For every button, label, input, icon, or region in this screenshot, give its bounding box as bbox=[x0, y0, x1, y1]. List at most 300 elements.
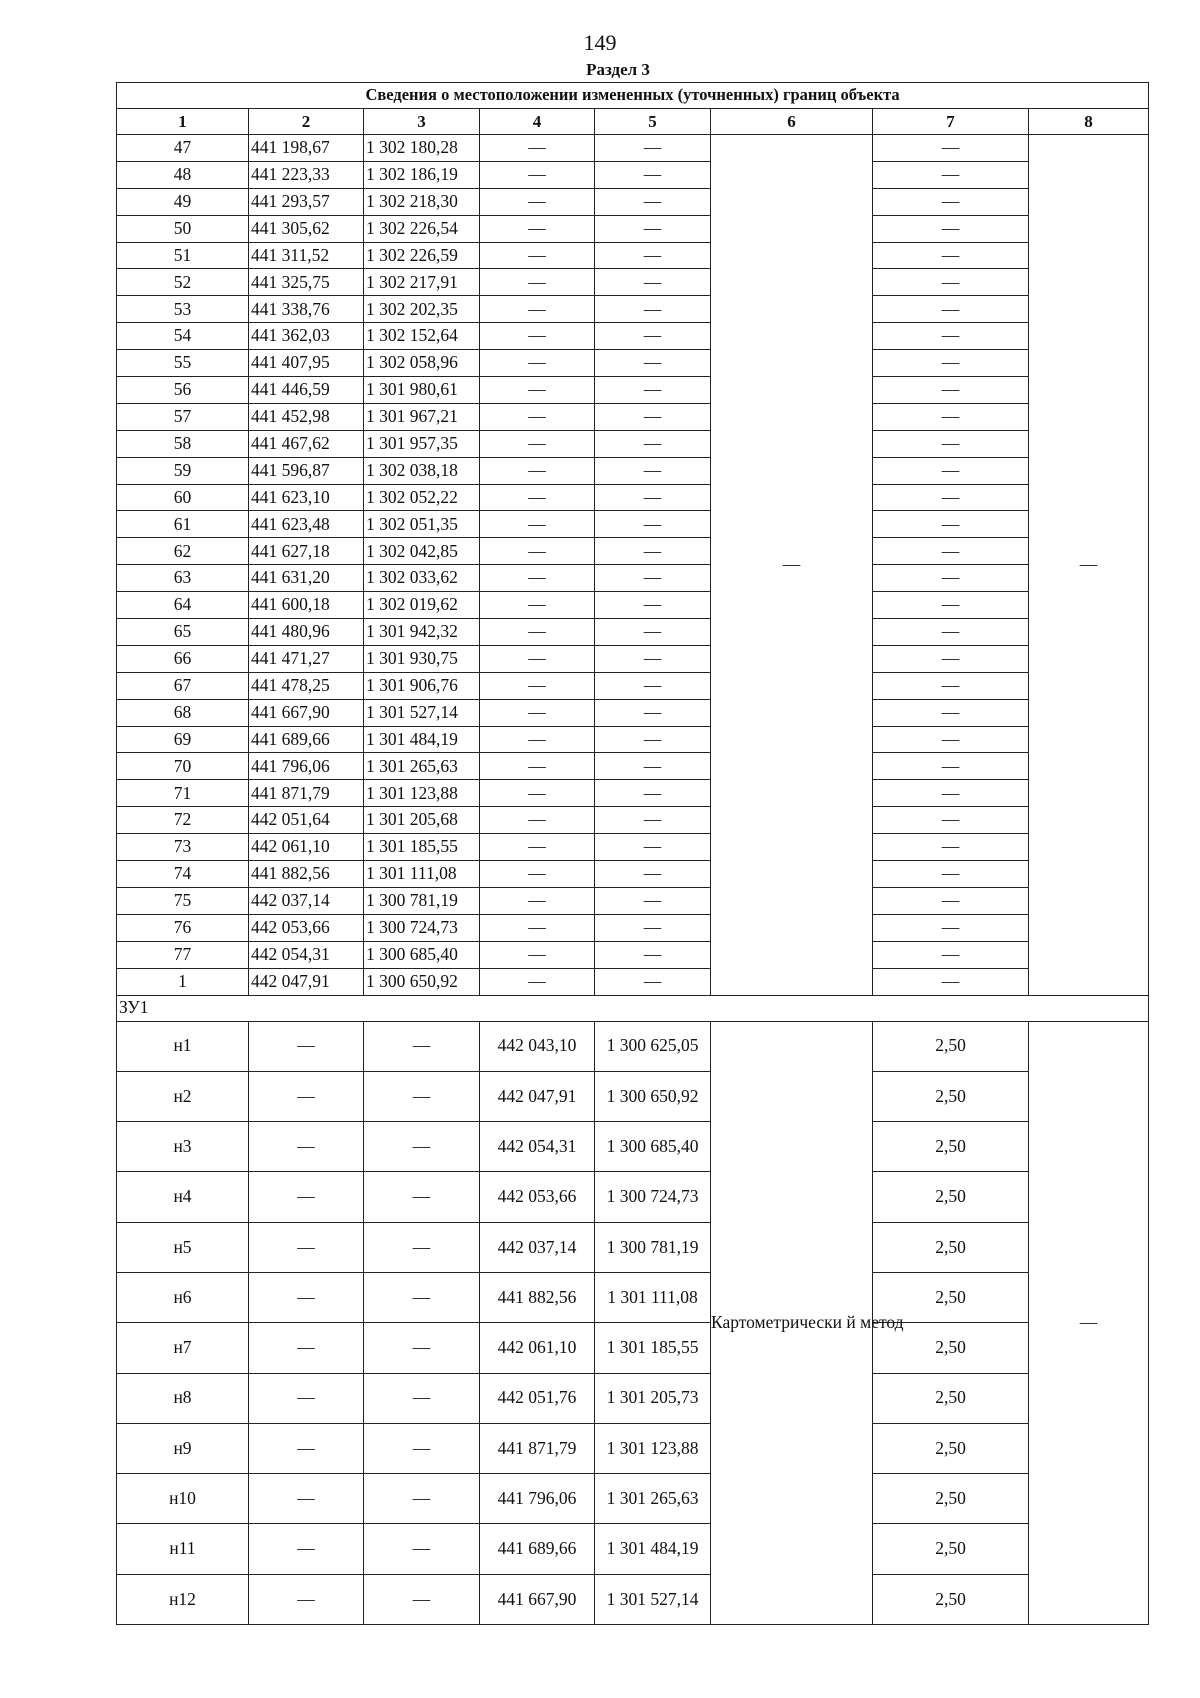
coord-x-new: — bbox=[480, 753, 595, 780]
coord-x-existing: — bbox=[249, 1524, 364, 1574]
precision-cell: — bbox=[873, 161, 1029, 188]
coord-x-new: 442 054,31 bbox=[480, 1122, 595, 1172]
point-number: 53 bbox=[117, 296, 249, 323]
coord-x-existing: — bbox=[249, 1323, 364, 1373]
coord-x-new: — bbox=[480, 887, 595, 914]
coord-x-existing: 441 623,10 bbox=[249, 484, 364, 511]
table-row bbox=[117, 968, 1149, 995]
precision-cell: — bbox=[873, 457, 1029, 484]
coord-x-new: — bbox=[480, 269, 595, 296]
coord-x-new: 442 053,66 bbox=[480, 1172, 595, 1222]
coord-x-new: — bbox=[480, 403, 595, 430]
table-row bbox=[117, 780, 1149, 807]
column-header: 1 bbox=[117, 109, 249, 135]
precision-cell: — bbox=[873, 511, 1029, 538]
coord-y-new: 1 301 205,73 bbox=[595, 1373, 711, 1423]
coord-y-existing: 1 301 205,68 bbox=[364, 807, 480, 834]
point-number: 65 bbox=[117, 619, 249, 646]
coord-y-existing: 1 302 180,28 bbox=[364, 135, 480, 162]
precision-cell: — bbox=[873, 726, 1029, 753]
coord-x-existing: — bbox=[249, 1474, 364, 1524]
coord-y-new: — bbox=[595, 672, 711, 699]
point-number: 62 bbox=[117, 538, 249, 565]
coord-x-existing: 441 667,90 bbox=[249, 699, 364, 726]
table-row bbox=[117, 1373, 1149, 1423]
precision-cell: 2,50 bbox=[873, 1423, 1029, 1473]
coord-y-existing: 1 302 042,85 bbox=[364, 538, 480, 565]
coord-y-existing: 1 301 942,32 bbox=[364, 619, 480, 646]
coord-y-new: — bbox=[595, 753, 711, 780]
precision-cell: — bbox=[873, 242, 1029, 269]
coord-x-new: — bbox=[480, 161, 595, 188]
column-header: 3 bbox=[364, 109, 480, 135]
table-row bbox=[117, 699, 1149, 726]
coord-x-new: 442 061,10 bbox=[480, 1323, 595, 1373]
coord-y-existing: — bbox=[364, 1122, 480, 1172]
coord-x-new: — bbox=[480, 135, 595, 162]
precision-cell: — bbox=[873, 645, 1029, 672]
precision-cell: 2,50 bbox=[873, 1373, 1029, 1423]
coord-y-existing: 1 302 218,30 bbox=[364, 188, 480, 215]
precision-cell: — bbox=[873, 861, 1029, 888]
coord-x-new: 441 689,66 bbox=[480, 1524, 595, 1574]
point-number: 52 bbox=[117, 269, 249, 296]
precision-cell: — bbox=[873, 887, 1029, 914]
coord-x-existing: 442 061,10 bbox=[249, 834, 364, 861]
point-number: н3 bbox=[117, 1122, 249, 1172]
coord-y-new: — bbox=[595, 188, 711, 215]
coord-x-existing: — bbox=[249, 1373, 364, 1423]
point-number: н8 bbox=[117, 1373, 249, 1423]
coord-x-existing: 441 627,18 bbox=[249, 538, 364, 565]
coord-x-existing: — bbox=[249, 1172, 364, 1222]
coord-y-new: — bbox=[595, 350, 711, 377]
coord-y-new: — bbox=[595, 565, 711, 592]
coord-y-existing: — bbox=[364, 1323, 480, 1373]
coord-y-new: 1 300 650,92 bbox=[595, 1071, 711, 1121]
table-row bbox=[117, 323, 1149, 350]
coord-y-new: — bbox=[595, 377, 711, 404]
precision-cell: 2,50 bbox=[873, 1071, 1029, 1121]
coord-x-new: — bbox=[480, 538, 595, 565]
coord-y-new: 1 300 781,19 bbox=[595, 1222, 711, 1272]
point-number: 77 bbox=[117, 941, 249, 968]
coord-x-existing: 441 325,75 bbox=[249, 269, 364, 296]
coord-y-new: 1 300 625,05 bbox=[595, 1021, 711, 1071]
precision-cell: — bbox=[873, 619, 1029, 646]
precision-cell: — bbox=[873, 430, 1029, 457]
point-number: 70 bbox=[117, 753, 249, 780]
coord-y-new: — bbox=[595, 511, 711, 538]
point-number: 71 bbox=[117, 780, 249, 807]
coord-x-existing: 441 796,06 bbox=[249, 753, 364, 780]
point-number: 75 bbox=[117, 887, 249, 914]
coord-x-existing: — bbox=[249, 1423, 364, 1473]
coord-x-existing: 441 882,56 bbox=[249, 861, 364, 888]
coord-y-existing: 1 301 527,14 bbox=[364, 699, 480, 726]
table-row bbox=[117, 1172, 1149, 1222]
coord-y-existing: 1 302 152,64 bbox=[364, 323, 480, 350]
point-number: н1 bbox=[117, 1021, 249, 1071]
coord-y-new: — bbox=[595, 780, 711, 807]
table-row bbox=[117, 1574, 1149, 1624]
coord-x-new: — bbox=[480, 619, 595, 646]
point-number: н4 bbox=[117, 1172, 249, 1222]
coord-x-new: 441 871,79 bbox=[480, 1423, 595, 1473]
table-row bbox=[117, 188, 1149, 215]
precision-cell: — bbox=[873, 350, 1029, 377]
point-number: н5 bbox=[117, 1222, 249, 1272]
precision-cell: — bbox=[873, 753, 1029, 780]
coord-y-existing: 1 302 186,19 bbox=[364, 161, 480, 188]
coord-x-new: — bbox=[480, 430, 595, 457]
precision-cell: — bbox=[873, 215, 1029, 242]
coord-x-existing: — bbox=[249, 1272, 364, 1322]
point-number: н10 bbox=[117, 1474, 249, 1524]
column-header-row bbox=[117, 109, 1149, 135]
coord-x-existing: 441 871,79 bbox=[249, 780, 364, 807]
coord-y-existing: 1 302 033,62 bbox=[364, 565, 480, 592]
description-cell: — bbox=[1029, 1021, 1149, 1625]
table-row bbox=[117, 753, 1149, 780]
coord-y-existing: 1 300 781,19 bbox=[364, 887, 480, 914]
coord-x-existing: — bbox=[249, 1071, 364, 1121]
table-row bbox=[117, 538, 1149, 565]
point-number: 63 bbox=[117, 565, 249, 592]
table-row bbox=[117, 296, 1149, 323]
coord-x-new: — bbox=[480, 350, 595, 377]
coord-y-existing: 1 302 202,35 bbox=[364, 296, 480, 323]
coord-x-new: — bbox=[480, 780, 595, 807]
coord-y-new: — bbox=[595, 269, 711, 296]
point-number: 59 bbox=[117, 457, 249, 484]
coord-y-new: 1 301 265,63 bbox=[595, 1474, 711, 1524]
coord-y-new: 1 301 484,19 bbox=[595, 1524, 711, 1574]
precision-cell: — bbox=[873, 377, 1029, 404]
precision-cell: — bbox=[873, 296, 1029, 323]
precision-cell: — bbox=[873, 565, 1029, 592]
coord-y-new: 1 300 724,73 bbox=[595, 1172, 711, 1222]
precision-cell: 2,50 bbox=[873, 1122, 1029, 1172]
table-row bbox=[117, 565, 1149, 592]
table-row bbox=[117, 1272, 1149, 1322]
coord-y-new: — bbox=[595, 968, 711, 995]
coord-x-new: — bbox=[480, 188, 595, 215]
coord-y-new: — bbox=[595, 457, 711, 484]
coord-x-new: 442 043,10 bbox=[480, 1021, 595, 1071]
coord-x-existing: 441 305,62 bbox=[249, 215, 364, 242]
precision-cell: — bbox=[873, 699, 1029, 726]
table-row bbox=[117, 672, 1149, 699]
table-row bbox=[117, 484, 1149, 511]
coord-y-new: — bbox=[595, 323, 711, 350]
precision-cell: — bbox=[873, 807, 1029, 834]
coord-y-new: — bbox=[595, 430, 711, 457]
coord-y-new: 1 301 123,88 bbox=[595, 1423, 711, 1473]
coord-x-existing: 441 452,98 bbox=[249, 403, 364, 430]
precision-cell: — bbox=[873, 968, 1029, 995]
coord-y-existing: 1 301 123,88 bbox=[364, 780, 480, 807]
coord-y-new: — bbox=[595, 215, 711, 242]
coord-y-existing: 1 302 038,18 bbox=[364, 457, 480, 484]
coord-x-new: — bbox=[480, 592, 595, 619]
coord-y-existing: 1 301 265,63 bbox=[364, 753, 480, 780]
precision-cell: 2,50 bbox=[873, 1021, 1029, 1071]
point-number: 58 bbox=[117, 430, 249, 457]
table-row bbox=[117, 645, 1149, 672]
coord-y-new: — bbox=[595, 645, 711, 672]
coord-x-existing: 441 478,25 bbox=[249, 672, 364, 699]
coord-x-new: 442 051,76 bbox=[480, 1373, 595, 1423]
coord-x-existing: 441 198,67 bbox=[249, 135, 364, 162]
coord-x-new: 441 882,56 bbox=[480, 1272, 595, 1322]
point-number: н7 bbox=[117, 1323, 249, 1373]
table-row bbox=[117, 511, 1149, 538]
table-row bbox=[117, 1474, 1149, 1524]
table-row bbox=[117, 242, 1149, 269]
coord-x-new: — bbox=[480, 645, 595, 672]
coord-y-existing: 1 302 052,22 bbox=[364, 484, 480, 511]
column-header: 5 bbox=[595, 109, 711, 135]
point-number: 47 bbox=[117, 135, 249, 162]
precision-cell: — bbox=[873, 484, 1029, 511]
coord-x-new: — bbox=[480, 699, 595, 726]
coord-y-existing: 1 302 226,59 bbox=[364, 242, 480, 269]
coord-y-existing: 1 302 058,96 bbox=[364, 350, 480, 377]
coord-y-existing: 1 300 685,40 bbox=[364, 941, 480, 968]
table-row bbox=[117, 1423, 1149, 1473]
coord-x-existing: 442 051,64 bbox=[249, 807, 364, 834]
coord-x-existing: — bbox=[249, 1021, 364, 1071]
coord-x-existing: — bbox=[249, 1222, 364, 1272]
coord-x-existing: 441 623,48 bbox=[249, 511, 364, 538]
point-number: н12 bbox=[117, 1574, 249, 1624]
point-number: 74 bbox=[117, 861, 249, 888]
table-row bbox=[117, 457, 1149, 484]
coord-x-existing: — bbox=[249, 1122, 364, 1172]
coord-x-new: — bbox=[480, 323, 595, 350]
coord-x-new: — bbox=[480, 914, 595, 941]
table-row bbox=[117, 1524, 1149, 1574]
coord-x-existing: 441 407,95 bbox=[249, 350, 364, 377]
table-caption: Сведения о местоположении измененных (уточненных) границ объекта bbox=[117, 83, 1149, 109]
point-number: 67 bbox=[117, 672, 249, 699]
coord-y-existing: 1 301 980,61 bbox=[364, 377, 480, 404]
coord-y-existing: — bbox=[364, 1071, 480, 1121]
coord-y-existing: 1 301 185,55 bbox=[364, 834, 480, 861]
coord-x-existing: 441 689,66 bbox=[249, 726, 364, 753]
coord-x-new: — bbox=[480, 726, 595, 753]
table-row bbox=[117, 403, 1149, 430]
point-number: 50 bbox=[117, 215, 249, 242]
coord-y-existing: — bbox=[364, 1474, 480, 1524]
coord-x-existing: 441 311,52 bbox=[249, 242, 364, 269]
table-row bbox=[117, 941, 1149, 968]
coord-y-existing: — bbox=[364, 1021, 480, 1071]
table-row bbox=[117, 350, 1149, 377]
table-row bbox=[117, 807, 1149, 834]
coord-y-existing: — bbox=[364, 1272, 480, 1322]
coord-x-new: — bbox=[480, 968, 595, 995]
table-row bbox=[117, 619, 1149, 646]
coord-x-existing: 441 471,27 bbox=[249, 645, 364, 672]
table-row bbox=[117, 726, 1149, 753]
coord-x-existing: 441 467,62 bbox=[249, 430, 364, 457]
coord-y-existing: — bbox=[364, 1423, 480, 1473]
coord-y-existing: 1 302 019,62 bbox=[364, 592, 480, 619]
coord-y-existing: — bbox=[364, 1524, 480, 1574]
coord-y-new: — bbox=[595, 834, 711, 861]
coord-y-existing: 1 301 930,75 bbox=[364, 645, 480, 672]
column-header: 2 bbox=[249, 109, 364, 135]
precision-cell: — bbox=[873, 135, 1029, 162]
coord-x-existing: 441 223,33 bbox=[249, 161, 364, 188]
coord-x-new: 442 037,14 bbox=[480, 1222, 595, 1272]
table-row bbox=[117, 215, 1149, 242]
point-number: 64 bbox=[117, 592, 249, 619]
point-number: 66 bbox=[117, 645, 249, 672]
coord-y-existing: 1 301 484,19 bbox=[364, 726, 480, 753]
table-row bbox=[117, 377, 1149, 404]
parcel-label-row bbox=[117, 995, 1149, 1021]
table-row bbox=[117, 592, 1149, 619]
coord-x-new: — bbox=[480, 834, 595, 861]
coord-y-existing: 1 301 906,76 bbox=[364, 672, 480, 699]
coord-y-new: 1 301 527,14 bbox=[595, 1574, 711, 1624]
coord-x-new: — bbox=[480, 565, 595, 592]
point-number: 72 bbox=[117, 807, 249, 834]
point-number: н11 bbox=[117, 1524, 249, 1574]
coord-y-new: — bbox=[595, 161, 711, 188]
coord-y-new: — bbox=[595, 941, 711, 968]
section-title: Раздел 3 bbox=[586, 60, 650, 79]
coord-y-existing: — bbox=[364, 1373, 480, 1423]
point-number: н6 bbox=[117, 1272, 249, 1322]
coord-y-existing: 1 302 226,54 bbox=[364, 215, 480, 242]
method-cell: Картометрически й метод bbox=[711, 1021, 873, 1625]
coord-x-existing: 441 596,87 bbox=[249, 457, 364, 484]
coord-x-new: — bbox=[480, 296, 595, 323]
coord-y-existing: — bbox=[364, 1222, 480, 1272]
table-row bbox=[117, 834, 1149, 861]
coord-y-existing: — bbox=[364, 1574, 480, 1624]
coord-x-existing: 442 037,14 bbox=[249, 887, 364, 914]
coord-x-existing: 442 053,66 bbox=[249, 914, 364, 941]
coord-y-new: 1 301 111,08 bbox=[595, 1272, 711, 1322]
coord-x-new: 441 667,90 bbox=[480, 1574, 595, 1624]
coord-y-new: 1 301 185,55 bbox=[595, 1323, 711, 1373]
coord-x-new: — bbox=[480, 377, 595, 404]
coord-x-new: — bbox=[480, 941, 595, 968]
coord-x-new: — bbox=[480, 242, 595, 269]
precision-cell: 2,50 bbox=[873, 1323, 1029, 1373]
precision-cell: 2,50 bbox=[873, 1272, 1029, 1322]
coord-x-new: — bbox=[480, 215, 595, 242]
coord-x-new: — bbox=[480, 861, 595, 888]
coord-x-new: 441 796,06 bbox=[480, 1474, 595, 1524]
table-row bbox=[117, 1222, 1149, 1272]
coord-x-new: — bbox=[480, 457, 595, 484]
coord-x-existing: 441 446,59 bbox=[249, 377, 364, 404]
column-header: 7 bbox=[873, 109, 1029, 135]
coord-y-new: 1 300 685,40 bbox=[595, 1122, 711, 1172]
coord-y-existing: 1 302 051,35 bbox=[364, 511, 480, 538]
coord-x-existing: 441 362,03 bbox=[249, 323, 364, 350]
precision-cell: 2,50 bbox=[873, 1574, 1029, 1624]
coord-y-new: — bbox=[595, 135, 711, 162]
coord-x-existing: 441 480,96 bbox=[249, 619, 364, 646]
coord-x-new: — bbox=[480, 511, 595, 538]
precision-cell: — bbox=[873, 323, 1029, 350]
coord-y-existing: 1 301 111,08 bbox=[364, 861, 480, 888]
table-row bbox=[117, 161, 1149, 188]
coord-y-new: — bbox=[595, 592, 711, 619]
coord-x-new: 442 047,91 bbox=[480, 1071, 595, 1121]
point-number: 1 bbox=[117, 968, 249, 995]
table-row bbox=[117, 1323, 1149, 1373]
coord-y-new: — bbox=[595, 699, 711, 726]
coord-x-existing: 442 047,91 bbox=[249, 968, 364, 995]
precision-cell: — bbox=[873, 188, 1029, 215]
point-number: 68 bbox=[117, 699, 249, 726]
coord-y-new: — bbox=[595, 403, 711, 430]
point-number: 57 bbox=[117, 403, 249, 430]
precision-cell: 2,50 bbox=[873, 1172, 1029, 1222]
column-header: 4 bbox=[480, 109, 595, 135]
point-number: 60 bbox=[117, 484, 249, 511]
table-row bbox=[117, 861, 1149, 888]
precision-cell: 2,50 bbox=[873, 1524, 1029, 1574]
point-number: 51 bbox=[117, 242, 249, 269]
precision-cell: — bbox=[873, 672, 1029, 699]
precision-cell: — bbox=[873, 941, 1029, 968]
coord-y-existing: 1 302 217,91 bbox=[364, 269, 480, 296]
table-row bbox=[117, 1021, 1149, 1071]
coord-y-new: — bbox=[595, 887, 711, 914]
point-number: 54 bbox=[117, 323, 249, 350]
point-number: 61 bbox=[117, 511, 249, 538]
table-row bbox=[117, 1071, 1149, 1121]
table-row bbox=[117, 914, 1149, 941]
point-number: 48 bbox=[117, 161, 249, 188]
precision-cell: — bbox=[873, 269, 1029, 296]
coord-x-existing: 441 293,57 bbox=[249, 188, 364, 215]
method-cell: — bbox=[711, 135, 873, 996]
precision-cell: — bbox=[873, 403, 1029, 430]
description-cell: — bbox=[1029, 135, 1149, 996]
coord-y-new: — bbox=[595, 538, 711, 565]
coord-y-new: — bbox=[595, 242, 711, 269]
coord-x-existing: 441 600,18 bbox=[249, 592, 364, 619]
precision-cell: 2,50 bbox=[873, 1474, 1029, 1524]
parcel-label: ЗУ1 bbox=[117, 995, 1149, 1021]
coord-y-existing: 1 300 724,73 bbox=[364, 914, 480, 941]
coord-x-existing: — bbox=[249, 1574, 364, 1624]
table-row bbox=[117, 430, 1149, 457]
point-number: 69 bbox=[117, 726, 249, 753]
table-row bbox=[117, 1122, 1149, 1172]
coord-y-new: — bbox=[595, 861, 711, 888]
point-number: 55 bbox=[117, 350, 249, 377]
coord-y-existing: — bbox=[364, 1172, 480, 1222]
coord-y-existing: 1 300 650,92 bbox=[364, 968, 480, 995]
coord-y-new: — bbox=[595, 914, 711, 941]
precision-cell: — bbox=[873, 914, 1029, 941]
coord-y-new: — bbox=[595, 296, 711, 323]
coord-y-existing: 1 301 957,35 bbox=[364, 430, 480, 457]
coord-y-new: — bbox=[595, 726, 711, 753]
table-row bbox=[117, 269, 1149, 296]
